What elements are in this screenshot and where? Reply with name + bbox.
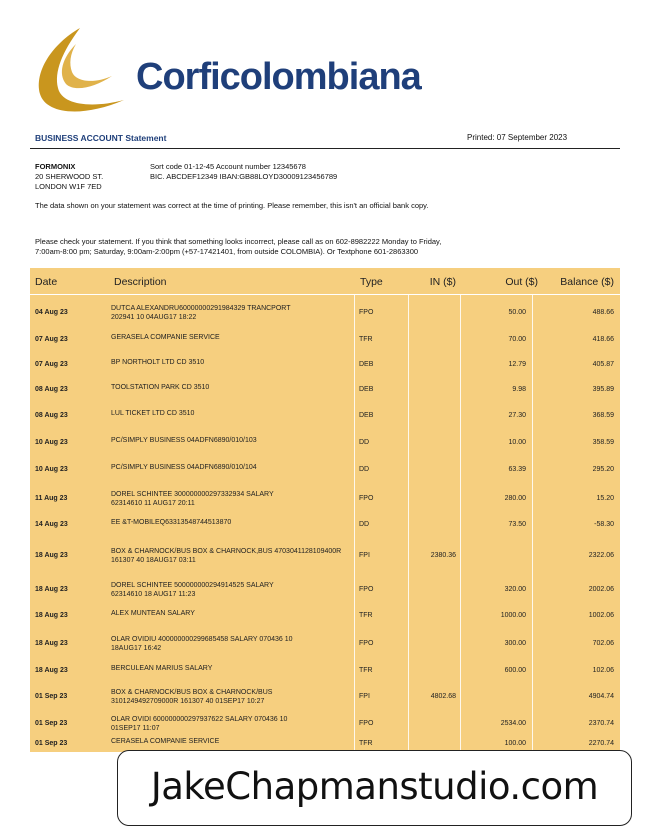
row-date: 07 Aug 23 xyxy=(35,336,68,343)
row-out-amount: 600.00 xyxy=(504,667,526,674)
row-description xyxy=(111,436,356,445)
row-out-amount: 73.50 xyxy=(508,521,526,528)
description-line-2: 62314610 18 AUG17 11:23 xyxy=(111,591,196,598)
row-date: 10 Aug 23 xyxy=(35,439,68,446)
header-balance: Balance ($) xyxy=(560,276,614,288)
header-in: IN ($) xyxy=(429,276,456,288)
row-type: FPO xyxy=(359,586,374,593)
row-balance: 368.59 xyxy=(592,412,614,419)
row-date: 18 Aug 23 xyxy=(35,612,68,619)
row-type: FPO xyxy=(359,309,374,316)
row-date: 14 Aug 23 xyxy=(35,521,68,528)
table-row xyxy=(30,376,620,401)
row-date: 11 Aug 23 xyxy=(35,495,68,502)
row-date: 07 Aug 23 xyxy=(35,361,68,368)
table-row xyxy=(30,535,620,573)
account-line-1: Sort code 01-12-45 Account number 12345678 xyxy=(150,162,306,171)
description-line-1: PC/SIMPLY BUSINESS 04ADFN6890/010/103 xyxy=(111,437,257,444)
table-row xyxy=(30,456,620,481)
row-description xyxy=(111,547,356,565)
customer-address xyxy=(35,162,103,192)
row-date: 18 Aug 23 xyxy=(35,667,68,674)
row-type: DEB xyxy=(359,412,374,419)
row-balance: 418.66 xyxy=(592,336,614,343)
customer-name: FORMONIX xyxy=(35,162,76,171)
row-date: 01 Sep 23 xyxy=(35,720,68,727)
row-type: TFR xyxy=(359,740,373,747)
row-type: DEB xyxy=(359,386,374,393)
row-date: 08 Aug 23 xyxy=(35,412,68,419)
description-line-1: OLAR OVIDIU 400000000299685458 SALARY 070436 10 xyxy=(111,636,293,643)
row-type: FPI xyxy=(359,693,370,700)
description-line-1: DOREL SCHINTEE 500000000294914525 SALARY xyxy=(111,582,274,589)
description-line-1: DOREL SCHINTEE 300000000297332934 SALARY xyxy=(111,491,274,498)
row-out-amount: 27.30 xyxy=(508,412,526,419)
row-date: 01 Sep 23 xyxy=(35,693,68,700)
row-description xyxy=(111,383,356,392)
row-type: FPI xyxy=(359,552,370,559)
description-line-2: 18AUG17 16:42 xyxy=(111,645,162,652)
row-out-amount: 280.00 xyxy=(504,495,526,502)
row-description xyxy=(111,664,356,673)
row-balance: 2270.74 xyxy=(588,740,614,747)
description-line-1: OLAR OVIDI 600000000297937622 SALARY 070436 10 xyxy=(111,716,288,723)
table-row xyxy=(30,481,620,512)
row-description xyxy=(111,581,356,599)
address-line-1: 20 SHERWOOD ST. xyxy=(35,172,104,181)
row-description xyxy=(111,304,356,322)
statement-title: BUSINESS ACCOUNT Statement xyxy=(35,133,167,143)
account-line-2: BIC. ABCDEF12349 IBAN:GB88LOYD30009123456789 xyxy=(150,172,338,181)
row-date: 04 Aug 23 xyxy=(35,309,68,316)
header-description: Description xyxy=(114,276,167,288)
row-balance: 2370.74 xyxy=(588,720,614,727)
row-type: DD xyxy=(359,466,370,473)
row-date: 01 Sep 23 xyxy=(35,740,68,747)
swoosh-logo-icon xyxy=(32,22,132,122)
account-details xyxy=(150,162,337,182)
description-line-2: 161307 40 18AUG17 03:11 xyxy=(111,557,196,564)
row-balance: 488.66 xyxy=(592,309,614,316)
row-description xyxy=(111,737,356,746)
row-type: TFR xyxy=(359,612,373,619)
row-balance: 358.59 xyxy=(592,439,614,446)
transactions-table xyxy=(30,268,620,752)
row-out-amount: 1000.00 xyxy=(500,612,526,619)
row-balance: 405.87 xyxy=(592,361,614,368)
row-balance: -58.30 xyxy=(594,521,614,528)
row-date: 10 Aug 23 xyxy=(35,466,68,473)
row-description xyxy=(111,688,356,706)
row-in-amount: 2380.36 xyxy=(430,552,456,559)
row-type: DD xyxy=(359,521,370,528)
row-description xyxy=(111,490,356,508)
row-balance: 1002.06 xyxy=(588,612,614,619)
row-out-amount: 50.00 xyxy=(508,309,526,316)
table-row xyxy=(30,512,620,535)
row-description xyxy=(111,333,356,342)
table-row xyxy=(30,709,620,734)
description-line-2: 3101249492709000R 161307 40 01SEP17 10:27 xyxy=(111,698,265,705)
row-out-amount: 10.00 xyxy=(508,439,526,446)
row-date: 18 Aug 23 xyxy=(35,552,68,559)
row-type: TFR xyxy=(359,336,373,343)
row-balance: 4904.74 xyxy=(588,693,614,700)
row-description xyxy=(111,518,356,527)
row-date: 18 Aug 23 xyxy=(35,640,68,647)
row-description xyxy=(111,463,356,472)
brand-logo xyxy=(32,22,452,122)
header-out: Out ($) xyxy=(505,276,538,288)
table-row xyxy=(30,428,620,456)
row-description xyxy=(111,715,356,733)
header-date: Date xyxy=(35,276,58,288)
table-row xyxy=(30,573,620,603)
row-balance: 102.06 xyxy=(592,667,614,674)
row-balance: 15.20 xyxy=(596,495,614,502)
header-divider xyxy=(30,148,620,149)
row-balance: 395.89 xyxy=(592,386,614,393)
table-row xyxy=(30,401,620,428)
description-line-1: BERCULEAN MARIUS SALARY xyxy=(111,665,213,672)
row-out-amount: 100.00 xyxy=(504,740,526,747)
description-line-1: LUL TICKET LTD CD 3510 xyxy=(111,410,195,417)
brand-name: Corficolombiana xyxy=(136,56,421,98)
check-notice: Please check your statement. If you think that something looks incorrect, please call as on 602-8982222 Monday to Friday, 7:00am-8:00 pm; Saturday, 9:00am-2:00pm (+57-17421401, from outside COLOMBIA). Or Textphone 601-2863300 xyxy=(35,237,442,256)
table-row xyxy=(30,326,620,352)
row-date: 08 Aug 23 xyxy=(35,386,68,393)
row-balance: 2322.06 xyxy=(588,552,614,559)
row-in-amount: 4802.68 xyxy=(430,693,456,700)
row-balance: 295.20 xyxy=(592,466,614,473)
row-out-amount: 320.00 xyxy=(504,586,526,593)
description-line-1: GERASELA COMPANIE SERVICE xyxy=(111,334,220,341)
row-type: TFR xyxy=(359,667,373,674)
table-row xyxy=(30,658,620,681)
row-out-amount: 70.00 xyxy=(508,336,526,343)
row-out-amount: 12.79 xyxy=(508,361,526,368)
printed-notice: The data shown on your statement was correct at the time of printing. Please remember, this isn't an official bank copy. xyxy=(35,201,429,210)
statement-header xyxy=(35,133,620,149)
row-type: DD xyxy=(359,439,370,446)
table-row xyxy=(30,603,620,626)
watermark: JakeChapmanstudio.com xyxy=(117,750,632,826)
description-line-1: EE &T-MOBILEQ63313548744513870 xyxy=(111,519,232,526)
description-line-1: BP NORTHOLT LTD CD 3510 xyxy=(111,359,205,366)
row-out-amount: 9.98 xyxy=(512,386,526,393)
row-description xyxy=(111,609,356,618)
description-line-1: PC/SIMPLY BUSINESS 04ADFN6890/010/104 xyxy=(111,464,257,471)
table-row xyxy=(30,626,620,658)
address-line-2: LONDON W1F 7ED xyxy=(35,182,102,191)
row-description xyxy=(111,358,356,367)
header-type: Type xyxy=(360,276,383,288)
printed-date: Printed: 07 September 2023 xyxy=(467,133,568,142)
row-out-amount: 2534.00 xyxy=(500,720,526,727)
description-line-1: BOX & CHARNOCK/BUS BOX & CHARNOCK,BUS 4703041128109400R xyxy=(111,548,342,555)
table-row xyxy=(30,681,620,709)
row-balance: 702.06 xyxy=(592,640,614,647)
row-type: FPO xyxy=(359,640,374,647)
row-type: FPO xyxy=(359,495,374,502)
description-line-1: DUTCA ALEXANDRU60000000291984329 TRANCPORT xyxy=(111,305,291,312)
row-type: FPO xyxy=(359,720,374,727)
row-out-amount: 300.00 xyxy=(504,640,526,647)
row-balance: 2002.06 xyxy=(588,586,614,593)
table-row xyxy=(30,352,620,376)
description-line-2: 202941 10 04AUG17 18:22 xyxy=(111,314,197,321)
description-line-1: CERASELA COMPANIE SERVICE xyxy=(111,738,220,745)
table-row xyxy=(30,295,620,326)
row-description xyxy=(111,635,356,653)
description-line-2: 62314610 11 AUG17 20:11 xyxy=(111,500,195,507)
row-description xyxy=(111,409,356,418)
description-line-2: 01SEP17 11:07 xyxy=(111,725,160,732)
row-type: DEB xyxy=(359,361,374,368)
description-line-1: BOX & CHARNOCK/BUS BOX & CHARNOCK/BUS xyxy=(111,689,273,696)
description-line-1: ALEX MUNTEAN SALARY xyxy=(111,610,195,617)
row-out-amount: 63.39 xyxy=(508,466,526,473)
row-date: 18 Aug 23 xyxy=(35,586,68,593)
description-line-1: TOOLSTATION PARK CD 3510 xyxy=(111,384,210,391)
